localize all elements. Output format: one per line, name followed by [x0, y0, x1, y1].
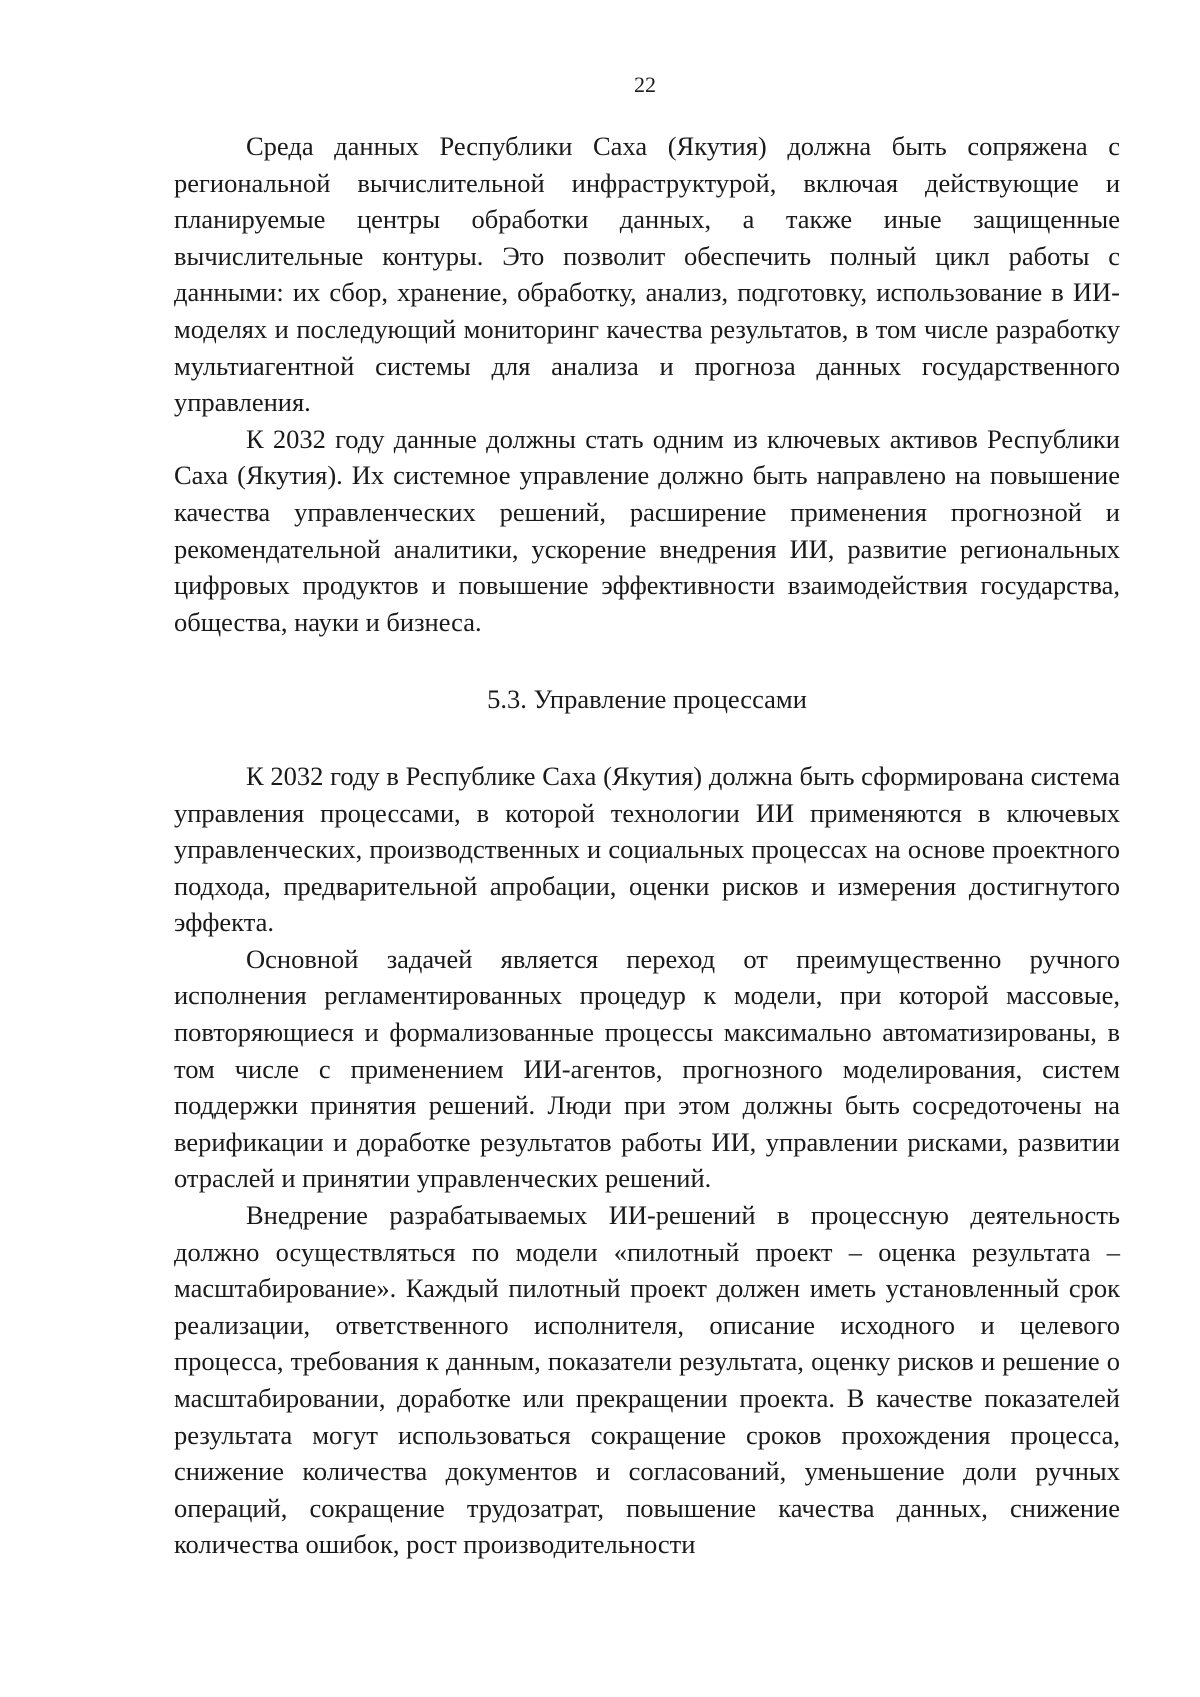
page-number: 22: [634, 72, 656, 97]
paragraph-process-management-2032: К 2032 году в Республике Саха (Якутия) должна быть сформирована система управления процессами, в которой технологии ИИ применяются в ключевых управленческих, производственных и социальных процессах на основе проектного подхода, предварительной апробации, оценки рисков и измерения достигнутого эффекта.: [174, 760, 1120, 938]
paragraph-data-assets-2032: К 2032 году данные должны стать одним из ключевых активов Республики Саха (Якутия). Их системное управление должно быть направлено на повышение качества управленческих решений, расширение применения прогнозной и рекомендательной аналитики, ускорение внедрения ИИ, развитие региональных цифровых продуктов и повышение эффективности взаимодействия государства, общества, науки и бизнеса.: [174, 423, 1120, 637]
section-heading: 5.3. Управление процессами: [487, 684, 807, 715]
document-body: [174, 128, 1120, 1563]
paragraph-data-environment: Среда данных Республики Саха (Якутия) должна быть сопряжена с региональной вычислительной инфраструктурой, включая действующие и планируемые центры обработки данных, а также иные защищенные вычислительные контуры. Это позволит обеспечить полный цикл работы с данными: их сбор, хранение, обработку, анализ, подготовку, использование в ИИ-моделях и последующий мониторинг качества результатов, в том числе разработку мультиагентной системы для анализа и прогноза данных государственного управления.: [174, 131, 1120, 418]
paragraph-pilot-model: Внедрение разрабатываемых ИИ-решений в процессную деятельность должно осуществляться по модели «пилотный проект – оценка результата – масштабирование». Каждый пилотный проект должен иметь установленный срок реализации, ответственного исполнителя, описание исходного и целевого процесса, требования к данным, показатели результата, оценку рисков и решение о масштабировании, доработке или прекращении проекта. В качестве показателей результата могут использоваться сокращение сроков прохождения процесса, снижение количества документов и согласований, уменьшение доли ручных операций, сокращение трудозатрат, повышение качества данных, снижение количества ошибок, рост производительности: [174, 1200, 1120, 1560]
paragraph-main-task: Основной задачей является переход от преимущественно ручного исполнения регламентированных процедур к модели, при которой массовые, повторяющиеся и формализованные процессы максимально автоматизированы, в том числе с применением ИИ-агентов, прогнозного моделирования, систем поддержки принятия решений. Люди при этом должны быть сосредоточены на верификации и доработке результатов работы ИИ, управлении рисками, развитии отраслей и принятии управленческих решений.: [174, 943, 1120, 1194]
